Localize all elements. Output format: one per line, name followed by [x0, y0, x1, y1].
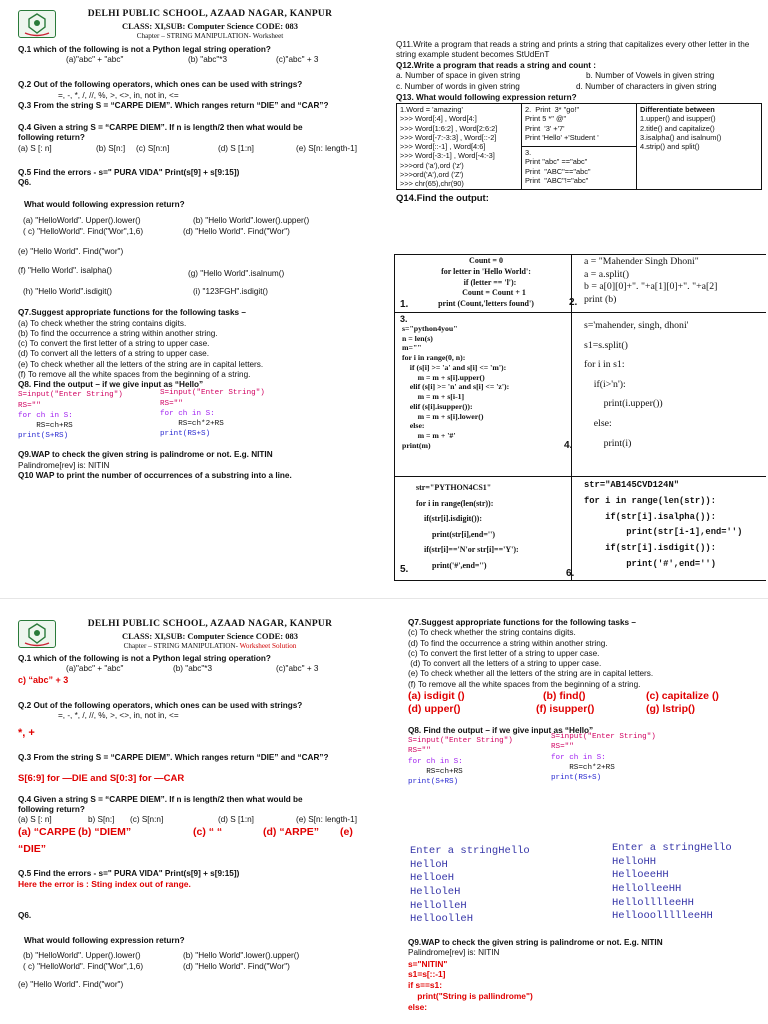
code-line: if(str[i].isalpha()):: [584, 511, 716, 522]
answer-5: Here the error is : Sting index out of range.: [18, 878, 191, 889]
q13-line: Print "abc" =="abc": [525, 157, 588, 167]
q7-task: (c) To convert the first letter of a string to upper case.: [18, 339, 210, 348]
code-line: print('#',end=''): [584, 559, 716, 570]
code-line: S=input("Enter String"): [408, 737, 513, 745]
q13-line: Print "ABC"=="abc": [525, 166, 591, 176]
code-line: s="NITIN": [408, 958, 448, 969]
code-line: print (Count,'letters found'): [438, 299, 534, 309]
code-line: S=input("Enter String"): [160, 389, 265, 398]
code-line: S=input("Enter String"): [18, 391, 123, 400]
code-line: a = "Mahender Singh Dhoni": [584, 256, 699, 267]
q13-line: 1.upper() and isupper(): [640, 114, 716, 124]
q2-operators: =, -, *, /, //, %, >, <>, in, not in, <=: [58, 90, 179, 100]
code-line: if(str[i].isdigit()):: [584, 543, 716, 554]
q1-options: (a)"abc" + "abc" (b) "abc"*3 (c)"abc" + 3: [66, 55, 319, 65]
code-line: s1=s[::-1]: [408, 969, 446, 980]
q13-line: >>> Word[-7:-3:3] , Word[::-2]: [400, 132, 497, 142]
answer-4: (a) “CARPE (b) “DIEM” (c) “ “ (d) “ARPE” (e): [18, 826, 353, 839]
code-line: print(i.upper()): [584, 398, 663, 410]
q13-line: >>>ord ('a'),ord ('z'): [400, 160, 464, 170]
code-line: if(str[i].isdigit()):: [416, 514, 482, 524]
right-column-top: Q11.Write a program that reads a string and prints a string that capitalizes every other letter in the string example student becomes StUdEnT Q12.Write a program that reads a string and count : a. Number of space in given string b. Number of Vowels in given string c. Number of words in given string d. Number of characters in given string Q13. What would following expression return? 1.Word = 'amazing' >>> Word[:4] , Word[4:] >>> Word[1:6:2] , Word[2:6:2] >>> Word[-7:-3:3] , Word[::-2] >>> Word[::-1] , Word[4:6] >>> Word[-3:-1] , Word[-4:-3] >>>ord ('a'),ord ('z') >>>ord('A'),ord ('Z') >>> chr(65),chr(90) 2. Print 3* "go!" Print 5 *" @" Print '3' +'7' Print 'Hello' +'Student ' Differentiate between 1.upper() and isupper() 2.title() and capitalize() 3.isalpha() and isalnum() 4.strip() and split() 3. Print "abc" =="abc" Print "ABC"=="abc" Print "ABC"!="abc" Q14.Find the output:: [396, 40, 762, 205]
question-5: Q.5 Find the errors - s=" PURA VIDA" Print(s[9] + s[9:15]): [18, 167, 240, 177]
question-2: Q.2 Out of the following operators, which ones can be used with strings?: [18, 80, 303, 90]
q8-output-left: [410, 845, 530, 927]
q13-line: 2.title() and capitalize(): [640, 123, 715, 133]
code-line: if (s[i] >= 'a' and s[i] <= 'm'):: [402, 362, 507, 372]
q13-line: Print "ABC"!="abc": [525, 175, 589, 185]
q7-task: (b) To find the occurrence a string within another string.: [18, 328, 218, 338]
code-line: print(S+RS): [408, 778, 459, 786]
school-emblem-icon: [18, 10, 56, 38]
q13-line: Print 5 *" @": [525, 114, 567, 124]
code-line: n = len(s): [402, 333, 433, 343]
q7-task: (e) To check whether all the letters of the string are in capital letters.: [408, 669, 654, 679]
q7-task: (e) To check whether all the letters of the string are in capital letters.: [18, 359, 264, 369]
q7-task: (d) To convert all the letters of a string to upper case.: [408, 659, 602, 668]
answer-1: c) “abc” + 3: [18, 675, 69, 686]
q13-line: 3.: [525, 148, 532, 158]
output-line: HellooollllleeHH: [612, 910, 713, 923]
answer-7-row2: (d) upper() (f) isupper() (g) lstrip(): [408, 702, 695, 715]
code-line: m = m + s[i].lower(): [402, 411, 484, 421]
code-line: s="python4you": [402, 324, 458, 333]
code-line: if s==s1:: [408, 980, 442, 991]
q13-line: 2. Print 3* "go!": [525, 105, 580, 114]
code-line: m="": [402, 343, 422, 353]
answer-9-block: Q9.WAP to check the given string is palindrome or not. E.g. NITIN Palindrome[rev] is: NITIN s="NITIN" s1=s[::-1] if s==s1: print("String is pallindrome") else:: [408, 938, 763, 1013]
code-line: print (b): [584, 294, 617, 306]
answer-3: S[6:9] for —DIE and S[0:3] for —CAR: [18, 773, 185, 784]
code-line: b = a[0][0]+". "+a[1][0]+". "+a[2]: [584, 281, 718, 293]
question-14: Q14.Find the output:: [396, 193, 489, 205]
q14-block-2: [584, 256, 717, 307]
answer-9: [408, 959, 763, 1014]
q13-col2b: [522, 147, 637, 190]
question-9: Q9.WAP to check the given string is palindrome or not. E.g. NITIN: [18, 450, 273, 460]
code-line: if(str[i]=='N'or str[i]=='Y'):: [416, 545, 519, 555]
q13-line: Differentiate between: [640, 105, 715, 114]
code-line: print("String is pallindrome"): [408, 991, 533, 1002]
code-line: RS=ch*2+RS: [551, 763, 615, 772]
code-line: str="AB145CVD124N": [584, 480, 680, 490]
question-13: Q13. What would following expression return?: [396, 92, 577, 102]
q13-line: >>> chr(65),chr(90): [400, 179, 464, 188]
code-line: print(m): [402, 440, 431, 450]
left-column-top: Q.1 which of the following is not a Python legal string operation? (a)"abc" + "abc" (b) "abc"*3 (c)"abc" + 3 Q.2 Out of the following operators, which ones can be used with strings? =, -, *, /, //, %, >, <>, in, not in, <= Q.3 From the string S = “CARPE DIEM”. Which ranges return “DIE” and “CAR”? Q.4 Given a string S = “CARPE DIEM”. If n is length/2 then what would be following return? (a) S [: n] (b) S[n:] (c) S[n:n] (d) S [1:n] (e) S[n: length-1] Q.5 Find the errors - s=" PURA VIDA" Print(s[9] + s[9:15]) Q6. What would following expression return? (a) "HelloWorld". Upper().lower() (b) "Hello World".lower().upper() ( c) "HelloWorld". Find("Wor",1,6) (d) "Hello World". Find("Wor") (e) "Hello World". Find("wor") (f) "Hello World". isalpha() (g) "Hello World".isalnum() (h) "Hello World".isdigit() (i) "123FGH".isdigit() Q7.Suggest appropriate functions for the following tasks – (a) To check whether the string contains digits. (b) To find the occurrence a string within another string. (c) To convert the first letter of a string to upper case. (d) To convert all the letters of a string to upper case. (e) To check whether all the letters of the string are in capital letters. (f) To remove all the white spaces from the beginning of a string. Q8. Find the output – if we give input as “Hello” S=input("Enter String") RS="" for ch in S: RS=ch+RS print(S+RS) S=input("Enter String") RS="" for ch in S: RS=ch*2+RS print(RS+S) Q9.WAP to check the given string is palindrome or not. E.g. NITIN Palindrome[rev] is: NITIN Q10 WAP to print the number of occurrences of a substring into a line.: [18, 45, 393, 481]
q14-block-6: [584, 478, 742, 573]
q7-task: (d) To find the occurrence a string within another string.: [408, 638, 608, 648]
q7-task: (f) To remove all the white spaces from the beginning of a string.: [18, 369, 251, 379]
code-line: str="PYTHON4CS1": [416, 483, 492, 492]
q13-line: Print '3' +'7': [525, 123, 565, 133]
q14-block-3: [402, 324, 509, 451]
code-line: for i in range(0, n):: [402, 353, 466, 363]
code-line: if (letter == 'l'):: [455, 277, 517, 287]
question-12: Q12.Write a program that reads a string and count :: [396, 60, 597, 70]
output-line: Enter a stringHello: [410, 845, 530, 857]
q7-task: (c) To convert the first letter of a string to upper case.: [408, 648, 600, 658]
question-7: Q7.Suggest appropriate functions for the following tasks –: [18, 308, 246, 318]
q13-line: 4.strip() and split(): [640, 142, 700, 151]
question-6: Q6.: [18, 177, 32, 187]
code-line: for ch in S:: [551, 753, 606, 762]
code-line: Count = Count + 1: [446, 288, 526, 298]
q8-output-right: [612, 842, 732, 924]
q13-line: Print 'Hello' +'Student ': [525, 132, 599, 142]
school-emblem-icon: [18, 620, 56, 648]
q7-task: (f) To remove all the white spaces from the beginning of a string.: [408, 679, 641, 689]
code-line: print(RS+S): [160, 430, 211, 439]
code-line: else:: [584, 417, 612, 429]
answer-2: *, +: [18, 727, 35, 739]
output-line: HelloHH: [612, 855, 657, 868]
chapter-line: Chapter – STRING MANIPULATION- Worksheet: [136, 31, 284, 40]
output-line: HelloeH: [410, 872, 455, 885]
right-column-bottom: Q7.Suggest appropriate functions for the following tasks – (c) To check whether the string contains digits. (d) To find the occurrence a string within another string. (c) To convert the first letter of a string to upper case. (d) To convert all the letters of a string to upper case. (e) To check whether all the letters of the string are in capital letters. (f) To remove all the white spaces from the beginning of a string. (a) isdigit () (b) find() (c) capitalize () (d) upper() (f) isupper() (g) lstrip() Q8. Find the output – if we give input as “Hello” S=input("Enter String") RS="" for ch in S: RS=ch+RS print(S+RS) S=input("Enter String") RS="" for ch in S: RS=ch*2+RS print(RS+S): [408, 618, 763, 792]
code-line: m = m + s[i].upper(): [402, 372, 485, 382]
q8-code-right: [160, 388, 265, 439]
code-line: RS="": [18, 401, 41, 410]
code-line: else:: [402, 421, 425, 431]
left-column-bottom: Q.1 which of the following is not a Python legal string operation? (a)"abc" + "abc" (b) "abc"*3 (c)"abc" + 3 c) “abc” + 3 Q.2 Out of the following operators, which ones can be used with strings? =, -, *, /, //, %, >, <>, in, not in, <= *, + Q.3 From the string S = “CARPE DIEM”. Which ranges return “DIE” and “CAR”? S[6:9] for —DIE and S[0:3] for —CAR Q.4 Given a string S = “CARPE DIEM”. If n is length/2 then what would be following return? (a) S [: n] b) S[n:] (c) S[n:n] (d) S [1:n] (e) S[n: length-1] (a) “CARPE (b) “DIEM” (c) “ “ (d) “ARPE” (e) “DIE” Q.5 Find the errors - s=" PURA VIDA" Print(s[9] + s[9:15]) Here the error is : Sting index out of range. Q6. What would following expression return? (b) "HelloWorld". Upper().lower() (b) "Hello World".lower().upper() ( c) "HelloWorld". Find("Wor",1,6) (d) "Hello World". Find("Wor") (e) "Hello World". Find("wor"): [18, 654, 393, 991]
code-line: print(str[i-1],end=''): [584, 527, 743, 538]
q8-code: [18, 390, 393, 450]
code-line: for ch in S:: [18, 411, 73, 420]
question-10: Q10 WAP to print the number of occurrences of a substring into a line.: [18, 470, 292, 480]
output-line: Enter a stringHello: [612, 842, 732, 854]
code-line: s1=s.split(): [584, 339, 628, 351]
code-line: RS="": [160, 399, 183, 408]
code-line: m = m + '#': [402, 431, 456, 441]
q14-grid: Count = 0 for letter in 'Hello World': if (letter == 'l'): Count = Count + 1 print (Count,'letters found') 1. a = "Mahender Singh Dhoni" a = a.split() b = a[0][0]+". "+a[1][0]+". "+a[2] print (b) 2. 3. s="python4you" n = len(s) m="" for i in range(0, n): if (s[i] >= 'a' and s[i] <= 'm'): m = m + s[i].upper() elif (s[i] >= 'n' and s[i] <= 'z'): m = m + s[i-1] elif (s[i].isupper()): m = m + s[i].lower() else: m = m + '#' print(m) s='mahender, singh, dhoni' s1=s.split() for i in s1: if(i>'n'): print(i.upper()) else: print(i) 4. str="PYTHON4CS1" for i in range(len(str)): if(str[i].isdigit()): print(str[i],end='') if(str[i]=='N'or str[i]=='Y'): print('#',end='') 5. str="AB145CVD124N" for i in range(len(str)): if(str[i].isalpha()): print(str[i-1],end='') if(str[i].isdigit()): print('#',end='') 6.: [394, 254, 766, 582]
class-line: CLASS: XI,SUB: Computer Science CODE: 083: [122, 20, 298, 31]
q6-sub: What would following expression return?: [24, 200, 185, 209]
q13-line: >>> Word[1:6:2] , Word[2:6:2]: [400, 123, 498, 133]
output-line: HellolllleeHH: [612, 896, 694, 909]
q8-code-left: [18, 390, 123, 441]
code-line: else:: [408, 1002, 428, 1013]
q6-options: (a) "HelloWorld". Upper().lower() (b) "Hello World".lower().upper() ( c) "HelloWorld". Find("Wor",1,6) (d) "Hello World". Find("Wor") (e) "Hello World". Find("wor") (f) "Hello World". isalpha() (g) "Hello World".isalnum() (h) "Hello World".isdigit() (i) "123FGH".isdigit(): [18, 216, 310, 297]
code-line: RS="": [551, 743, 574, 752]
code-line: print(S+RS): [18, 432, 69, 441]
code-line: for i in range(len(str)):: [584, 495, 716, 506]
code-line: RS=ch+RS: [408, 767, 463, 776]
q14-block-4: [584, 316, 688, 453]
q13-line: >>> Word[-3:-1] , Word[-4:-3]: [400, 151, 495, 161]
code-line: Count = 0: [469, 256, 503, 265]
output-line: HelloolleH: [410, 913, 474, 926]
code-line: a = a.split(): [584, 268, 629, 280]
code-line: print(RS+S): [551, 774, 602, 782]
q7-tasks: [18, 319, 393, 381]
worksheet-header: [80, 9, 340, 41]
q14-block-5: [416, 480, 519, 574]
output-line: HelloleH: [410, 885, 461, 898]
code-line: for i in range(len(str)):: [416, 498, 494, 508]
answer-7-row1: (a) isdigit () (b) find() (c) capitalize (): [408, 689, 719, 702]
code-line: elif (s[i] >= 'n' and s[i] <= 'z'):: [402, 382, 510, 392]
q13-table: [396, 103, 762, 190]
code-line: print(i): [584, 437, 632, 449]
code-line: s='mahender, singh, dhoni': [584, 320, 689, 331]
code-line: for letter in 'Hello World':: [441, 266, 531, 276]
q13-col2a: [522, 104, 637, 147]
q14-block-1: [402, 256, 570, 310]
question-4: Q.4 Given a string S = “CARPE DIEM”. If n is length/2 then what would be: [18, 123, 303, 132]
school-name: DELHI PUBLIC SCHOOL, AZAAD NAGAR, KANPUR: [87, 9, 333, 19]
code-line: for ch in S:: [408, 757, 463, 766]
code-line: print('#',end=''): [416, 560, 487, 570]
output-line: HellolleeHH: [612, 882, 682, 895]
q7-task: (d) To convert all the letters of a string to upper case.: [18, 349, 209, 359]
code-line: for i in s1:: [584, 359, 625, 371]
q13-line: >>>ord('A'),ord ('Z'): [400, 169, 464, 179]
code-line: S=input("Enter String"): [551, 733, 656, 741]
q13-line: >>> Word[::-1] , Word[4:6]: [400, 142, 486, 151]
code-line: m = m + s[i-1]: [402, 392, 465, 402]
code-line: RS="": [408, 747, 431, 756]
q13-col3: [637, 104, 762, 190]
solution-header: DELHI PUBLIC SCHOOL, AZAAD NAGAR, KANPUR CLASS: XI,SUB: Computer Science CODE: 083 Chapter – STRING MANIPULATION- Worksheet Solution: [87, 619, 333, 650]
page-divider: [0, 598, 768, 599]
code-line: for ch in S:: [160, 409, 215, 418]
q13-col1: [397, 104, 522, 190]
code-line: RS=ch+RS: [18, 422, 73, 430]
q7-task: (c) To check whether the string contains digits.: [408, 628, 576, 638]
q13-line: >>> Word[:4] , Word[4:]: [400, 114, 477, 124]
question-8: Q8. Find the output – if we give input as “Hello”: [18, 380, 204, 389]
output-line: HellolleH: [410, 899, 467, 912]
code-line: if(i>'n'):: [584, 378, 626, 390]
q13-line: 3.isalpha() and isalnum(): [640, 132, 722, 142]
code-line: print(str[i],end=''): [416, 529, 495, 539]
question-3: Q.3 From the string S = “CARPE DIEM”. Which ranges return “DIE” and “CAR”?: [18, 100, 329, 110]
q7-task: (a) To check whether the string contains digits.: [18, 318, 187, 328]
q13-line: 1.Word = 'amazing': [400, 105, 463, 114]
code-line: elif (s[i].isupper()):: [402, 401, 473, 411]
output-line: HelloH: [410, 858, 448, 871]
q4-options: (a) S [: n] (b) S[n:] (c) S[n:n] (d) S [1:n] (e) S[n: length-1]: [18, 143, 357, 153]
question-1: Q.1 which of the following is not a Python legal string operation?: [18, 45, 271, 54]
output-line: HelloeeHH: [612, 869, 669, 882]
question-11: Q11.Write a program that reads a string and prints a string that capitalizes every other letter in the string example student becomes StUdEnT: [396, 40, 750, 60]
code-line: RS=ch*2+RS: [160, 420, 224, 428]
